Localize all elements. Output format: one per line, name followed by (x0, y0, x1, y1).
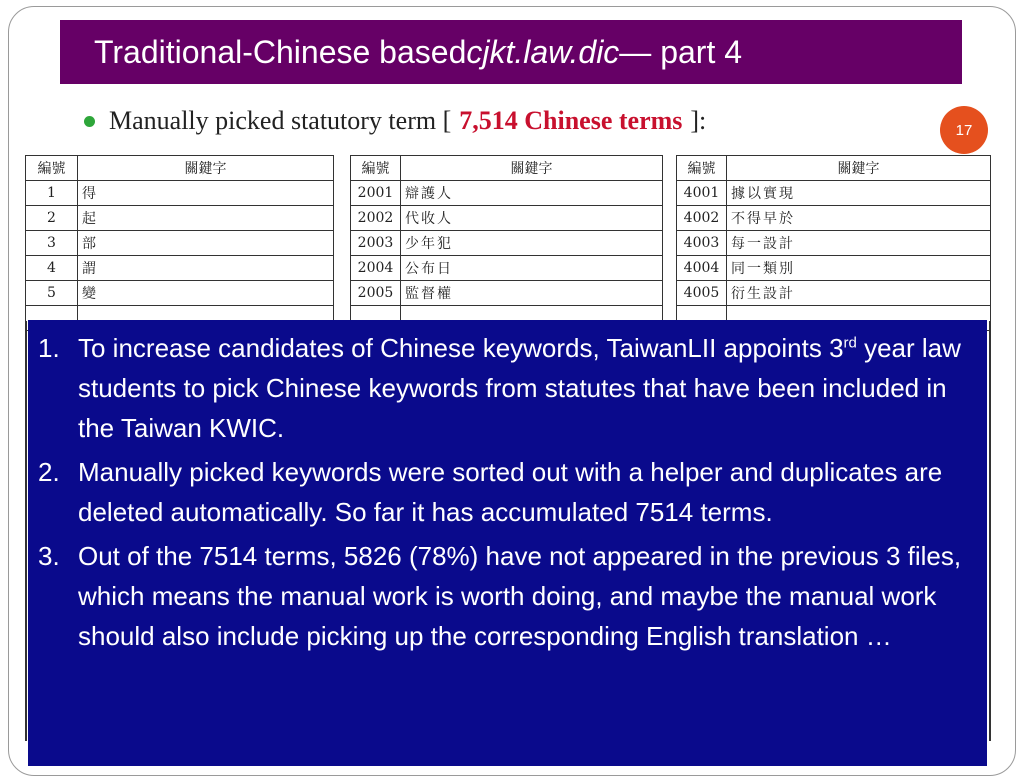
table-row (351, 281, 663, 306)
bullet-point (84, 104, 706, 138)
table-edge (989, 321, 991, 741)
table-row (26, 281, 334, 306)
row-id: 4001 (677, 181, 727, 206)
table-header-row (26, 156, 334, 181)
row-keyword: 監督權 (401, 281, 663, 306)
bullet-suffix: ]: (690, 106, 707, 135)
row-id: 2003 (351, 231, 401, 256)
table-row (351, 206, 663, 231)
row-keyword: 得 (78, 181, 334, 206)
title-text-part2: — part 4 (619, 33, 743, 70)
note-item (38, 536, 973, 656)
row-keyword: 謂 (78, 256, 334, 281)
row-keyword: 不得早於 (727, 206, 991, 231)
row-keyword: 據以實現 (727, 181, 991, 206)
column-header-id: 編號 (26, 156, 78, 181)
table-row (351, 181, 663, 206)
title-text-part1: Traditional-Chinese based (94, 33, 467, 70)
keyword-table-2 (350, 155, 663, 331)
note-item (38, 452, 973, 532)
note-number: 1. (38, 333, 60, 363)
keyword-table-1 (25, 155, 334, 331)
row-id: 2001 (351, 181, 401, 206)
note-text: To increase candidates of Chinese keywords, TaiwanLII appoints 3 (78, 333, 844, 363)
column-header-id: 編號 (351, 156, 401, 181)
row-keyword: 起 (78, 206, 334, 231)
row-keyword: 少年犯 (401, 231, 663, 256)
column-header-keyword: 關鍵字 (78, 156, 334, 181)
row-id: 4003 (677, 231, 727, 256)
row-id: 2002 (351, 206, 401, 231)
row-id: 4 (26, 256, 78, 281)
table-row (26, 181, 334, 206)
table-row (351, 256, 663, 281)
note-number: 3. (38, 541, 60, 571)
callout-box (28, 320, 987, 766)
table-row (677, 231, 991, 256)
note-text: Manually picked keywords were sorted out with a helper and duplicates are deleted automatically. So far it has accumulated 7514 terms. (78, 457, 943, 527)
table-row (351, 231, 663, 256)
row-id: 4005 (677, 281, 727, 306)
table-row (677, 281, 991, 306)
column-header-keyword: 關鍵字 (727, 156, 991, 181)
bullet-dot-icon (84, 116, 95, 127)
table-header-row (677, 156, 991, 181)
row-keyword: 辯護人 (401, 181, 663, 206)
page-number-badge: 17 (940, 106, 988, 154)
table-row (677, 181, 991, 206)
table-row (677, 206, 991, 231)
row-keyword: 代收人 (401, 206, 663, 231)
column-header-id: 編號 (677, 156, 727, 181)
row-keyword: 公布日 (401, 256, 663, 281)
keyword-table-3 (676, 155, 991, 331)
row-id: 4004 (677, 256, 727, 281)
notes-list (38, 328, 973, 656)
bullet-prefix: Manually picked statutory term [ (109, 106, 452, 135)
table-row (26, 256, 334, 281)
note-number: 2. (38, 457, 60, 487)
bullet-highlight: 7,514 Chinese terms (459, 106, 683, 135)
slide-title (60, 20, 962, 84)
row-id: 3 (26, 231, 78, 256)
row-id: 2 (26, 206, 78, 231)
table-header-row (351, 156, 663, 181)
row-keyword: 每一設計 (727, 231, 991, 256)
row-id: 5 (26, 281, 78, 306)
row-keyword: 變 (78, 281, 334, 306)
table-row (26, 206, 334, 231)
note-text: year law students to pick Chinese keywords from statutes that have been included in the Taiwan KWIC. (78, 333, 961, 443)
row-id: 2004 (351, 256, 401, 281)
note-superscript: rd (843, 334, 857, 352)
table-row (677, 256, 991, 281)
row-keyword: 同一類別 (727, 256, 991, 281)
table-row (26, 231, 334, 256)
row-id: 1 (26, 181, 78, 206)
table-edge (25, 321, 27, 741)
title-text-italic: cjkt.law.dic (466, 33, 620, 70)
column-header-keyword: 關鍵字 (401, 156, 663, 181)
row-id: 4002 (677, 206, 727, 231)
row-keyword: 衍生設計 (727, 281, 991, 306)
row-keyword: 部 (78, 231, 334, 256)
note-text: Out of the 7514 terms, 5826 (78%) have not appeared in the previous 3 files, which means the manual work is worth doing, and maybe the manual work should also include picking up the corresponding English translation … (78, 541, 962, 651)
row-id: 2005 (351, 281, 401, 306)
note-item (38, 328, 973, 448)
